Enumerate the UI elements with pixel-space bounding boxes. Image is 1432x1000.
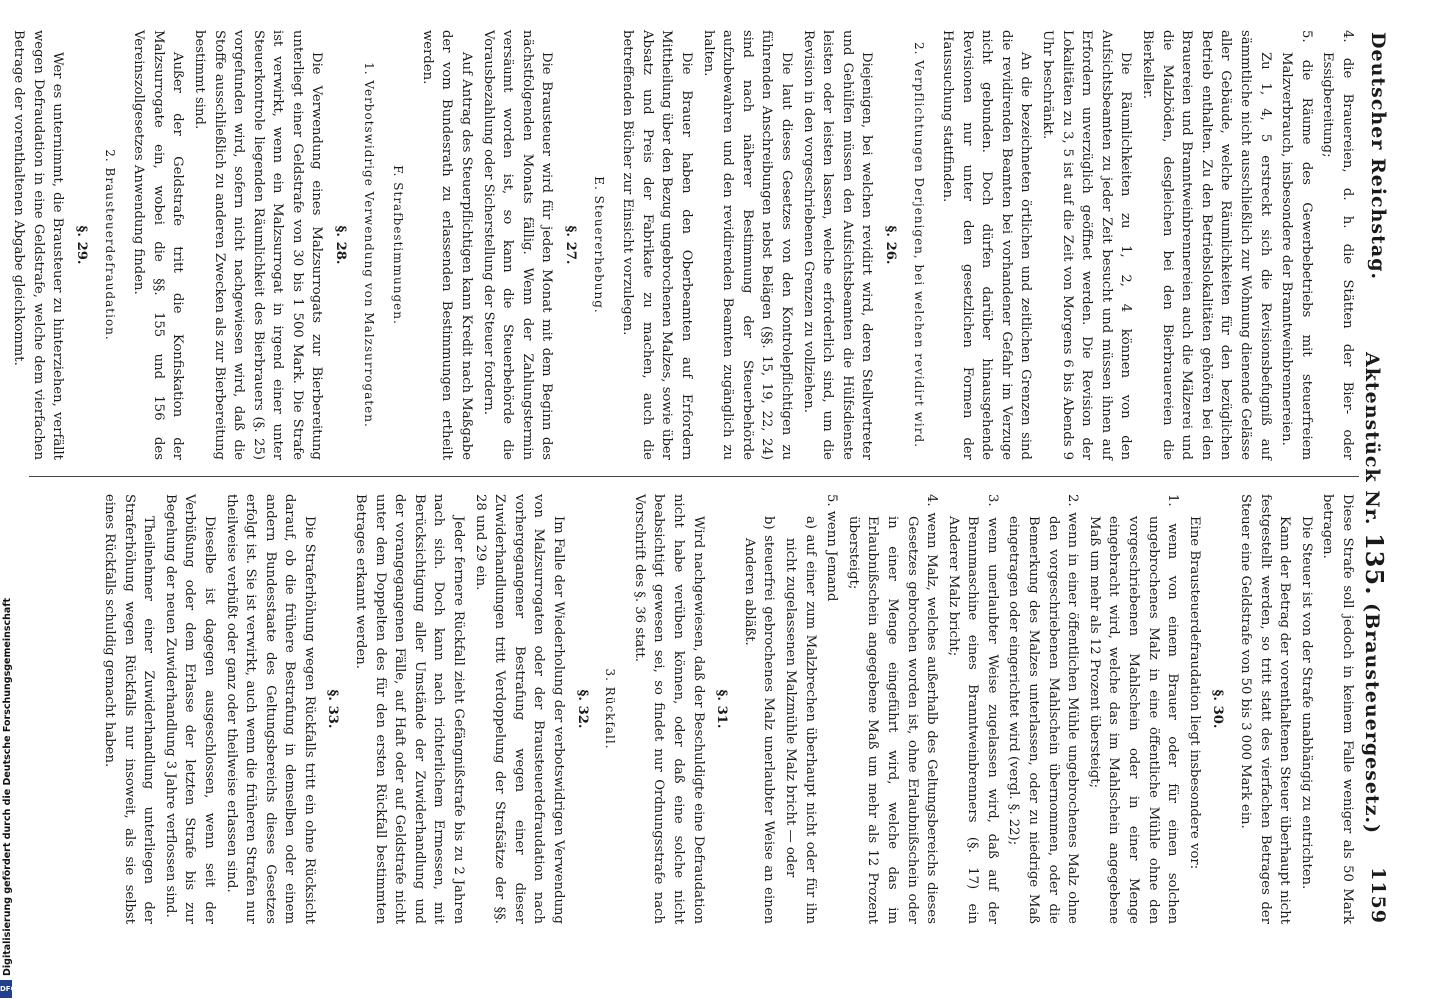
paragraph: 4. wenn Malz, welches außerhalb des Geltungsbereichs dieses Gesetzes gebrochen worden ist, ohne Erlaubnißschein oder in einer Menge eingeführt wird, welche das im Erlaubnißschein angegebene Maß um mehr als 12 Prozent übersteigt; [845,494,940,924]
paragraph: Wird nachgewiesen, daß der Beschuldigte eine Defraudation nicht habe verüben können, oder daß eine solche nicht beabsichtigt gewesen sei, so findet nur Ordnungsstrafe nach Vorschrift des §. 36 statt. [631,494,706,924]
paragraph: An die bezeichneten örtlichen und zeitlichen Grenzen sind die revidirenden Beamten bei vorhandener Gefahr im Verzuge nicht gebunden. Doch dürfen darüber hinausgehende Revisionen nur unter den gesetzlichen Formen der Haussuchung stattfinden. [940,30,1034,460]
section-number: §. 33. [325,689,341,729]
section-heading: 1. Verbotswidrige Verwendung von Malzsurrogaten. [361,62,376,428]
document-page [11,8,1403,948]
paragraph: 5. wenn Jemand [824,494,840,602]
paragraph: Auf Antrag des Steuerpflichtigen kann Kredit nach Maßgabe der vom Bundesrath zu erlassenden Bestimmungen ertheilt werden. [419,30,475,460]
paragraph: Zu 1, 4, 5 erstreckt sich die Revisionsbefugniß auf sämmtliche nicht ausschließlich zur Wohnung dienende Gelässe aller Gebäude, welche Räumlichkeiten für den bezüglichen Betrieb enthalten. Zu den Betriebslokalitäten gehören bei den Brauereien und Branntweinbrennereien auch die Mälzerei und die Malzböden, desgleichen bei den Bierbrauereien die Bierkeller. [1140,30,1273,460]
header-law-title: (Brausteuergesetz.) [1361,603,1383,835]
section-heading: 2. Brausteuerdefraudation. [102,149,117,341]
page-number: 1159 [1367,867,1389,924]
header-document-number: 135. [1360,533,1389,596]
paragraph: Eine Brausteuerdefraudation liegt insbesondere vor: [1186,516,1202,870]
right-column [97,494,1357,924]
section-number: §. 32. [574,689,590,729]
paragraph: 3. wenn unerlaubter Weise zugelassen wird, daß auf der Brennmaschine eines Branntweinbrenners (§. 17) ein Anderer Malz bricht; [945,494,1000,924]
column-divider [29,476,1359,477]
paragraph: Kann der Betrag der vorenthaltenen Steuer überhaupt nicht festgestellt werden, so tritt statt des vierfachen Betrages der Steuer eine Geldstrafe von 50 bis 3 000 Mark ein. [1238,494,1293,924]
paragraph: Außer der Geldstrafe tritt die Konfiskation der Malzsurrogate ein, wobei die §§. 155 und 156 des Vereinszollgesetzes Anwendung finden. [131,30,186,460]
paragraph: Die Steuer ist von der Strafe unabhängig zu entrichten. [1298,516,1314,890]
header-publication: Deutscher Reichstag. [1367,32,1389,281]
paragraph: a) auf einer zum Malzbrechen überhaupt nicht oder für ihn nicht zugelassenen Malzmühle Malz bricht — oder [782,516,818,924]
section-heading: F. Strafbestimmungen. [391,165,406,325]
paragraph: Diese Strafe soll jedoch in keinem Falle weniger als 50 Mark betragen. [1320,494,1355,924]
paragraph: Dieselbe ist dagegen ausgeschlossen, wenn seit der Verbüßung oder dem Erlasse der letzten Strafe bis zur Begehung der neuen Zuwiderhandlung 3 Jahre verflossen sind. [162,494,217,924]
section-number: §. 31. [714,689,730,729]
paragraph: 2. wenn in einer öffentlichen Mühle ungebrochenes Malz ohne den vorgeschriebenen Mahlschein übernommen, oder die Bemerkung des Malzes unterlassen, oder zu niedrige Maß eingetragen oder eingerichtet wird (vergl. §. 22); [1006,494,1081,924]
paragraph: Diejenigen, bei welchen revidirt wird, deren Stellvertreter und Gehülfen müssen den Aufsichtsbeamten die Hülfsdienste leisten oder leisten lassen, welche erforderlich sind, um die Revision in den vorgeschriebenen Grenzen zu vollziehen. [800,30,875,460]
paragraph: 1. wenn von einem Brauer oder für einen solchen ungebrochenes Malz in eine öffentliche Mühle ohne den vorgeschriebenen Mahlschein oder in einer Menge eingebracht wird, welche das im Mahlschein angegebene Maß um mehr als 12 Prozent übersteigt; [1086,494,1181,924]
paragraph: Die Räumlichkeiten zu 1, 2, 4 können von den Aufsichtsbeamten zu jeder Zeit besucht und müssen ihnen auf Erfordern unverzüglich geöffnet werden. Die Revision der Lokalitäten zu 3, 5 ist auf die Zeit von Morgens 6 bis Abends 9 Uhr beschränkt. [1040,30,1134,460]
paragraph: b) steuerfrei gebrochenes Malz unerlaubter Weise an einen Anderen abläßt. [741,516,777,924]
paragraph: Die Straferhöhung wegen Rückfalls tritt ein ohne Rücksicht darauf, ob die frühere Bestrafung in demselben oder einem andern Bundesstaate des Geltungsbereichs dieses Gesetzes erfolgt ist. Sie ist verwirkt, auch wenn die früheren Strafen nur theilweise verbüßt oder ganz oder theilweise erlassen sind. [223,494,317,924]
header-document-label: Aktenstück Nr. [1361,352,1383,526]
digitization-credit: Digitalisierung gefördert durch die Deutsche Forschungsgemeinschaft [2,598,13,976]
paragraph: Die laut dieses Gesetzes von den Kontrolepflichtigen zu führenden Anschreibungen nebst Belägen (§§. 15, 19, 22, 24) sind nach näherer Bestimmung der Steuerbehörde aufzubewahren und den revidirenden Beamten zugänglich zu halten. [700,30,794,460]
paragraph: Die Verwendung eines Malzsurrogats zur Bierbereitung unterliegt einer Geldstrafe von 30 bis 1 500 Mark. Die Strafe ist verwirkt, wenn ein Malzsurrogat in irgend einer unter Steuerkontrole liegenden Räumlichkeit des Bierbrauers (§. 25) vorgefunden wird, sofern nicht nachgewiesen wird, daß die Stoffe ausschließlich zu anderen Zwecken als zur Bierbereitung bestimmt sind. [191,30,325,460]
dfg-logo: DFG [0,980,12,998]
paragraph: 4. die Brauereien, d. h. die Stätten der Bier- oder Essigbereitung; [1320,30,1355,460]
paragraph: Die Brausteuer wird für jeden Monat mit dem Beginn des nächstfolgenden Monats fällig. Wenn der Zahlungstermin versäumt worden ist, so kann die Steuerbehörde die Vorausbezahlung oder Sicherstellung der Steuer fordern. [480,30,555,460]
section-heading: 3. Rückfall. [603,668,618,750]
paragraph: Die Brauer haben den Oberbeamten auf Erfordern Mittheilung über den Bezug ungebrochenen Malzes, sowie über Absatz und Preis der Fabrikate zu machen, auch die betreffenden Bücher zur Einsicht vorzulegen. [620,30,694,460]
paragraph: Wer es unternimmt, die Brausteuer zu hinterziehen, verfällt wegen Defraudation in eine Geldstrafe, welche dem vierfachen Betrage der vorenthaltenen Abgabe gleichkommt. [11,30,66,460]
paragraph: Im Falle der Wiederholung der verbotswidrigen Verwendung von Malzsurrogaten oder der Brausteuerdefraudation nach vorhergegangener Bestrafung wegen einer dieser Zuwiderhandlungen tritt Verdoppelung der Strafsätze der §§. 28 und 29 ein. [472,494,567,924]
section-number: §. 27. [563,225,579,265]
section-heading: 2. Verpflichtungen Derjenigen, bei welchen revidirt wird. [911,42,926,448]
section-number: §. 26. [882,225,898,265]
section-heading: E. Steuererhebung. [591,176,606,314]
page-header [1361,32,1391,924]
section-number: §. 28. [333,225,349,265]
left-column [7,30,1357,460]
paragraph: 5. die Räume des Gewerbebetriebs mit steuerfreiem Malzverbrauch, insbesondere der Branntweinbrennereien. [1279,30,1314,460]
section-number: §. 29. [73,225,89,265]
paragraph: Jeder fernere Rückfall zieht Gefängnißstrafe bis zu 2 Jahren nach sich. Doch kann nach richterlichem Ermessen, mit Berücksichtigung aller Umstände der Zuwiderhandlung und der vorangegangenen Fälle, auf Haft oder auf Geldstrafe nicht unter dem Doppelten des für den ersten Rückfall bestimmten Betrages erkannt werden. [353,494,467,924]
header-document [1360,352,1389,834]
paragraph: Theilnehmer einer Zuwiderhandlung unterliegen der Straferhöhung wegen Rückfalls nur insoweit, als sie selbst eines Rückfalls schuldig gemacht haben. [101,494,157,924]
section-number: §. 30. [1210,689,1226,729]
